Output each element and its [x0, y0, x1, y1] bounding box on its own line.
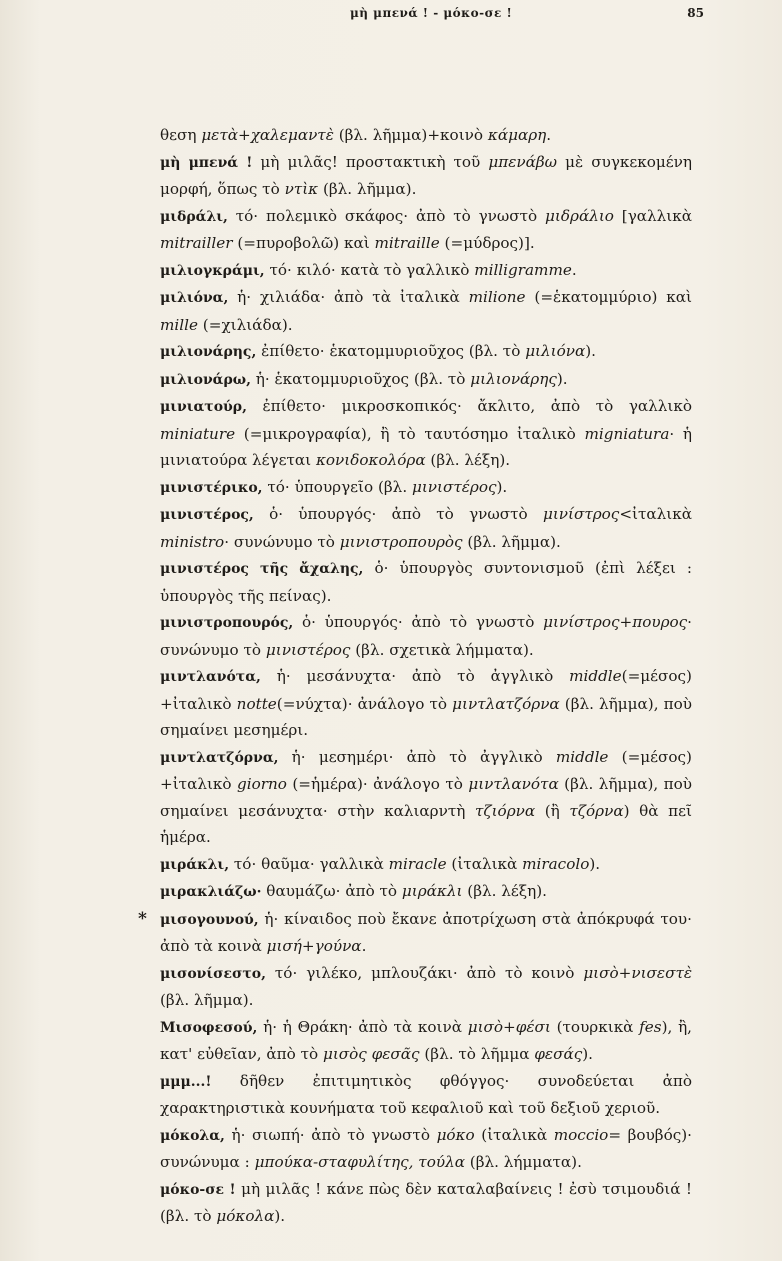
italic-term: μισή+γούνα: [266, 937, 362, 955]
italic-term: μόκο: [436, 1125, 475, 1144]
dictionary-entry: [160, 366, 692, 394]
dictionary-entry: [138, 906, 692, 960]
definition-text: ), ἢ, κατ' εὐθεῖαν, ἀπὸ τὸ: [160, 1017, 692, 1063]
headword: μισονίσεστο,: [160, 965, 266, 982]
headword: μινιστέρος,: [160, 507, 254, 523]
definition-text: ).: [585, 342, 596, 360]
definition-text: .: [571, 260, 577, 279]
italic-term: migniatura: [584, 424, 670, 443]
definition-text: (βλ. λῆμμα).: [160, 991, 254, 1009]
italic-term: μισὸ+φέσι: [467, 1017, 551, 1036]
definition-text: (βλ. λῆμμα), ποὺ σημαίνει μεσημέρι.: [160, 694, 692, 739]
italic-term: μιλιόνα: [525, 342, 586, 360]
italic-term: fes: [639, 1017, 662, 1036]
headword: μιντλανότα,: [160, 669, 261, 685]
definition-text: (βλ. λῆμμα).: [462, 532, 561, 551]
definition-text: · συνώνυμο τὸ: [224, 532, 340, 551]
italic-term: φεσάς: [534, 1045, 583, 1063]
definition-text: τό· θαῦμα· γαλλικὰ: [229, 854, 389, 873]
definition-text: ).: [556, 369, 568, 388]
italic-term: μινιστροπουρὸς: [339, 532, 463, 551]
definition-text: (τουρκικὰ: [550, 1017, 640, 1036]
definition-text: μὴ μιλᾶς ! κάνε πὼς δὲν καταλαβαίνεις ! ἐσὺ τσιμουδιά ! (βλ. τὸ: [160, 1179, 692, 1225]
definition-text: μὴ μιλᾶς! προστακτικὴ τοῦ: [252, 152, 489, 171]
italic-term: τζιόρνα: [474, 801, 536, 820]
dictionary-entry: [160, 1068, 692, 1122]
headword: μιράκλι,: [160, 856, 230, 873]
asterisk-marker: *: [138, 908, 147, 929]
dictionary-entry: [160, 1014, 692, 1068]
headword: μινιστροπουρός,: [160, 615, 294, 631]
italic-term: middle: [555, 747, 609, 766]
dictionary-entry: [160, 851, 692, 879]
dictionary-entry: [160, 338, 692, 366]
definition-text: ἡ· κίναιδος ποὺ ἔκανε ἀποτρίχωση στὰ ἀπόκρυφά του· ἀπὸ τὰ κοινὰ: [160, 909, 692, 955]
definition-text: ἡ· ἡ Θράκη· ἀπὸ τὰ κοινὰ: [257, 1017, 468, 1036]
definition-text: ἡ· ἑκατομμυριοῦχος (βλ. τὸ: [250, 369, 471, 388]
definition-text: = βουβός)· συνώνυμα :: [160, 1125, 692, 1171]
definition-text: ὁ· ὑπουργός· ἀπὸ τὸ γνωστὸ: [253, 505, 543, 523]
headword: μόκο-σε !: [160, 1181, 236, 1198]
italic-term: mille: [160, 315, 198, 334]
definition-text: (βλ. λέξη).: [425, 451, 511, 469]
headword: Μισοφεσού,: [160, 1019, 258, 1036]
italic-term: κάμαρη: [487, 126, 547, 144]
dictionary-entry: [160, 609, 692, 663]
definition-text: (=ἡμέρα)· ἀνάλογο τὸ: [286, 775, 469, 793]
dictionary-entry: [160, 257, 692, 285]
definition-text: ὁ· ὑπουργός· ἀπὸ τὸ γνωστὸ: [293, 613, 544, 631]
definition-text: (βλ. σχετικὰ λήμματα).: [350, 640, 534, 659]
italic-term: μινιστέρος: [411, 477, 497, 496]
definition-text: · συνώνυμο τὸ: [160, 613, 692, 659]
dictionary-entry: [160, 744, 692, 851]
italic-term: μπούκα-σταφυλίτης, τούλα: [254, 1153, 465, 1171]
italic-term: milione: [468, 288, 526, 306]
italic-term: miniature: [160, 424, 236, 443]
headword: μιρακλιάζω·: [160, 884, 262, 900]
dictionary-entry: [160, 878, 692, 906]
definition-text: ).: [496, 477, 508, 496]
dictionary-entry: [160, 284, 692, 338]
headword: μόκολα,: [160, 1127, 225, 1144]
definition-text: (βλ. τὸ λῆμμα: [419, 1045, 535, 1063]
italic-term: τζόρνα: [569, 801, 624, 820]
dictionary-entry: [160, 393, 692, 474]
headword: μισογουνού,: [160, 911, 259, 928]
definition-text: (βλ. λῆμμα), ποὺ σημαίνει μεσάνυχτα· στὴν καλιαρντὴ: [160, 775, 692, 820]
definition-text: (βλ. λῆμμα)+κοινὸ: [333, 126, 488, 144]
definition-text: (βλ. λέξη).: [462, 882, 548, 900]
dictionary-entries: [138, 122, 692, 1230]
headword: μιδράλι,: [160, 208, 228, 225]
italic-term: μιράκλι: [401, 882, 463, 900]
italic-term: μισὸς φεσᾶς: [322, 1045, 420, 1063]
definition-text: τό· γιλέκο, μπλουζάκι· ἀπὸ τὸ κοινὸ: [265, 963, 584, 982]
italic-term: μπενάβω: [488, 152, 558, 171]
italic-term: giorno: [236, 775, 287, 793]
definition-text: (ἰταλικὰ: [446, 854, 523, 873]
italic-term: milligramme: [474, 260, 572, 279]
headword: μιλιόνα,: [160, 290, 229, 306]
definition-text: (=πυροβολῶ) καὶ: [232, 234, 375, 252]
definition-text: .: [361, 937, 367, 955]
italic-term: moccio: [553, 1125, 609, 1144]
italic-term: mitraille: [374, 234, 440, 252]
running-title: μὴ μπενά ! - μόκο-σε !: [350, 6, 513, 20]
definition-text: (=μύδρος)].: [439, 234, 535, 252]
dictionary-entry: [160, 149, 692, 203]
headword: μιλιογκράμι,: [160, 262, 265, 279]
definition-text: · ἡ μινιατούρα λέγεται: [160, 424, 692, 469]
italic-term: ντὶκ: [284, 180, 319, 198]
headword: μινιστέρος τῆς ἄχαλης,: [160, 561, 364, 577]
dictionary-entry: [160, 474, 692, 502]
dictionary-entry: [160, 122, 692, 149]
definition-text: .: [546, 126, 552, 144]
definition-text: <ἰταλικὰ: [619, 505, 692, 523]
definition-text: (=ἑκατομμύριο) καὶ: [525, 288, 692, 306]
italic-term: miracle: [388, 854, 447, 873]
definition-text: θεση: [160, 126, 202, 144]
definition-text: ἡ· μεσάνυχτα· ἀπὸ τὸ ἀγγλικὸ: [260, 667, 570, 685]
definition-text: ).: [582, 1045, 593, 1063]
dictionary-entry: [160, 501, 692, 555]
definition-text: ).: [274, 1207, 286, 1225]
headword: μμμ...!: [160, 1073, 212, 1090]
definition-text: (=μέσος) +ἰταλικὸ: [160, 747, 692, 793]
italic-term: μιλιονάρης: [470, 369, 557, 388]
definition-text: (=μέσος) +ἰταλικὸ: [160, 667, 692, 713]
headword: μιλιονάρω,: [160, 371, 251, 388]
italic-term: middle: [569, 667, 622, 685]
headword: μὴ μπενά !: [160, 154, 253, 171]
definition-text: (=μικρογραφία), ἢ τὸ ταυτόσημο ἰταλικὸ: [235, 424, 585, 443]
dictionary-entry: [160, 663, 692, 744]
definition-text: (=νύχτα)· ἀνάλογο τὸ: [276, 694, 453, 713]
italic-term: μισὸ+νισεστὲ: [583, 963, 692, 982]
dictionary-entry: [160, 960, 692, 1014]
italic-term: notte: [236, 694, 277, 713]
definition-text: ἐπίθετο· μικροσκοπικός· ἄκλιτο, ἀπὸ τὸ γαλλικὸ: [246, 397, 692, 415]
italic-term: μόκολα: [216, 1207, 275, 1225]
definition-text: ).: [589, 854, 601, 873]
italic-term: ministro: [160, 532, 225, 551]
definition-text: (βλ. λήμματα).: [464, 1153, 582, 1171]
definition-text: (βλ. λῆμμα).: [318, 180, 417, 198]
italic-term: mitrailler: [160, 234, 233, 252]
dictionary-entry: [160, 1176, 692, 1230]
italic-term: μινίστρος: [542, 505, 620, 523]
page-header: [200, 6, 752, 24]
italic-term: μιντλανότα: [468, 775, 559, 793]
dictionary-entry: [160, 203, 692, 257]
definition-text: ἡ· σιωπή· ἀπὸ τὸ γνωστὸ: [224, 1125, 437, 1144]
italic-term: κονιδοκολόρα: [315, 451, 426, 469]
definition-text: τό· πολεμικὸ σκάφος· ἀπὸ τὸ γνωστὸ: [227, 206, 546, 225]
headword: μιντλατζόρνα,: [160, 749, 279, 766]
headword: μιλιονάρης,: [160, 344, 257, 360]
italic-term: μινιστέρος: [265, 640, 351, 659]
definition-text: τό· κιλό· κατὰ τὸ γαλλικὸ: [264, 260, 475, 279]
definition-text: θαυμάζω· ἀπὸ τὸ: [261, 882, 402, 900]
definition-text: ) θὰ πεῖ ἡμέρα.: [160, 801, 692, 846]
italic-term: μετὰ+χαλεμαντὲ: [201, 126, 334, 144]
definition-text: τό· ὑπουργεῖο (βλ.: [262, 477, 412, 496]
definition-text: (ἢ: [535, 801, 570, 820]
headword: μινιατούρ,: [160, 399, 247, 415]
italic-term: μιντλατζόρνα: [452, 694, 560, 713]
italic-term: miracolo: [522, 854, 590, 873]
definition-text: δῆθεν ἐπιτιμητικὸς φθόγγος· συνοδεύεται ἀπὸ χαρακτηριστικὰ κουνήματα τοῦ κεφαλιοῦ καὶ τοῦ δεξιοῦ χεριοῦ.: [160, 1071, 692, 1117]
definition-text: (ἰταλικὰ: [474, 1125, 554, 1144]
italic-term: μινίστρος+πουρος: [543, 613, 688, 631]
definition-text: μὲ συγκεκομένη μορφή, ὅπως τὸ: [160, 152, 692, 198]
definition-text: [γαλλικὰ: [613, 206, 692, 225]
italic-term: μιδράλιο: [545, 206, 614, 225]
definition-text: ὁ· ὑπουργὸς συντονισμοῦ (ἐπὶ λέξει : ὑπουργὸς τῆς πείνας).: [160, 559, 692, 605]
headword: μινιστέρικο,: [160, 479, 263, 496]
dictionary-entry: [160, 555, 692, 609]
dictionary-entry: [160, 1122, 692, 1176]
definition-text: ἐπίθετο· ἑκατομμυριοῦχος (βλ. τὸ: [256, 342, 526, 360]
definition-text: ἡ· μεσημέρι· ἀπὸ τὸ ἀγγλικὸ: [278, 747, 556, 766]
page-number: 85: [687, 6, 704, 20]
definition-text: (=χιλιάδα).: [197, 315, 293, 334]
definition-text: ἡ· χιλιάδα· ἀπὸ τὰ ἰταλικὰ: [228, 288, 469, 306]
